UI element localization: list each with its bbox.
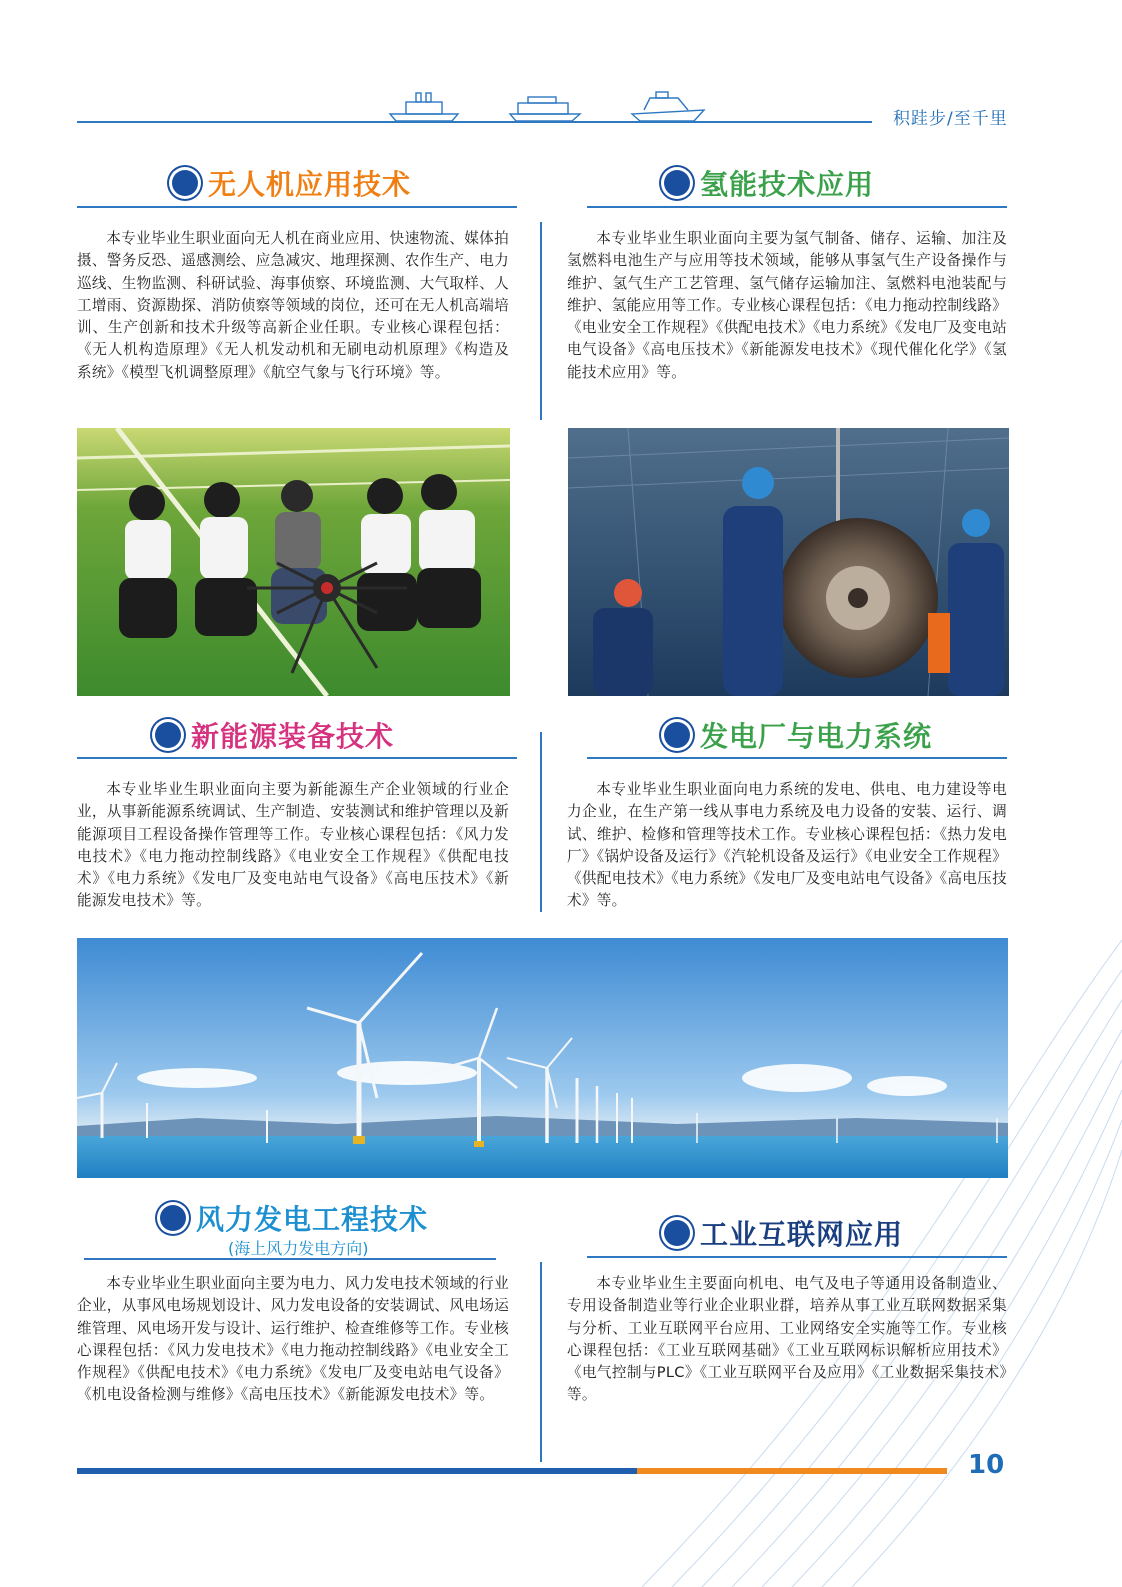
section-paragraph: 本专业毕业生职业面向无人机在商业应用、快速物流、媒体拍摄、警务反恐、遥感测绘、应急减灾、地理探测、农作生产、电力巡线、生物监测、科研试验、海事侦察、环境监测、大气取样、人工增雨、资源勘探、消防侦察等领域的岗位，还可在无人机高端培训、生产创新和技术升级等高新企业任职。专业核心课程包括：《无人机构造原理》《无人机发动机和无刷电动机原理》《构造及系统》《模型飞机调整原理》《航空气象与飞行环境》等。 bbox=[77, 230, 509, 381]
section-title: 无人机应用技术 bbox=[208, 168, 412, 201]
section-paragraph: 本专业毕业生职业面向主要为氢气制备、储存、运输、加注及氢燃料电池生产与应用等技术领域，能够从事氢气生产设备操作与维护、氢气生产工艺管理、氢气储存运输加注、氢燃料电池装配与维护、氢能应用等工作。专业核心课程包括：《电力拖动控制线路》《电业安全工作规程》《供配电技术》《电力系统》《发电厂及变电站电气设备》《高电压技术》《新能源发电技术》《现代催化化学》《氢能技术应用》等。 bbox=[567, 230, 1007, 381]
footer-bar-blue bbox=[77, 1468, 637, 1474]
section-heading-wind bbox=[160, 1198, 428, 1238]
ships-illustration bbox=[388, 88, 708, 124]
section-title: 风力发电工程技术 bbox=[196, 1203, 429, 1236]
section-heading-drone bbox=[172, 163, 411, 203]
hydrogen-workers-photo bbox=[568, 428, 1009, 696]
section-paragraph: 本专业毕业生职业面向主要为新能源生产企业领域的行业企业，从事新能源系统调试、生产制造、安装测试和维护管理以及新能源项目工程设备操作管理等工作。专业核心课程包括：《风力发电技术》《电力拖动控制线路》《电业安全工作规程》《供配电技术》《电力系统》《发电厂及变电站电气设备》《高电压技术》《新能源发电技术》等。 bbox=[77, 781, 509, 910]
heading-underline bbox=[587, 757, 1007, 759]
bullet-icon bbox=[155, 722, 181, 748]
section-body-power-plant bbox=[567, 779, 1007, 913]
section-heading-hydrogen bbox=[664, 163, 874, 203]
column-divider-bottom bbox=[540, 1262, 542, 1462]
section-title: 氢能技术应用 bbox=[700, 168, 875, 201]
header-slogan: 积跬步/至千里 bbox=[893, 109, 1008, 129]
section-title: 发电厂与电力系统 bbox=[700, 720, 933, 753]
heading-underline bbox=[587, 1256, 1007, 1258]
section-heading-iiot bbox=[664, 1213, 903, 1253]
bullet-icon bbox=[664, 170, 690, 196]
page-number: 10 bbox=[968, 1450, 1005, 1480]
bullet-icon bbox=[664, 722, 690, 748]
section-body-drone bbox=[77, 228, 509, 384]
drone-students-photo bbox=[77, 428, 510, 696]
column-divider-top bbox=[540, 222, 542, 420]
column-divider-middle bbox=[540, 732, 542, 912]
bullet-icon bbox=[664, 1220, 690, 1246]
bullet-icon bbox=[160, 1205, 186, 1231]
header-rule bbox=[77, 121, 872, 123]
footer-bar-orange bbox=[637, 1468, 947, 1474]
section-heading-new-energy bbox=[155, 715, 394, 755]
bullet-icon bbox=[172, 170, 198, 196]
section-body-hydrogen bbox=[567, 228, 1007, 384]
section-heading-power-plant bbox=[664, 715, 932, 755]
section-body-iiot bbox=[567, 1273, 1007, 1407]
section-body-new-energy bbox=[77, 779, 509, 913]
section-subtitle: (海上风力发电方向) bbox=[228, 1239, 369, 1258]
section-paragraph: 本专业毕业生职业面向主要为电力、风力发电技术领域的行业企业，从事风电场规划设计、风力发电设备的安装调试、风电场运维管理、风电场开发与设计、运行维护、检查维修等工作。专业核心课程包括：《风力发电技术》《电力拖动控制线路》《电业安全工作规程》《供配电技术》《电力系统》《发电厂及变电站电气设备》《机电设备检测与维修》《高电压技术》《新能源发电技术》等。 bbox=[77, 1275, 509, 1404]
heading-underline bbox=[587, 206, 1007, 208]
section-body-wind bbox=[77, 1273, 509, 1407]
section-title: 工业互联网应用 bbox=[700, 1218, 904, 1251]
heading-underline bbox=[77, 206, 517, 208]
section-paragraph: 本专业毕业生职业面向电力系统的发电、供电、电力建设等电力企业，在生产第一线从事电力系统及电力设备的安装、运行、调试、维护、检修和管理等技术工作。专业核心课程包括：《热力发电厂》《锅炉设备及运行》《汽轮机设备及运行》《电业安全工作规程》《供配电技术》《电力系统》《发电厂及变电站电气设备》《高电压技术》等。 bbox=[567, 781, 1007, 910]
heading-underline bbox=[77, 757, 517, 759]
offshore-wind-photo bbox=[77, 938, 1008, 1178]
section-paragraph: 本专业毕业生主要面向机电、电气及电子等通用设备制造业、专用设备制造业等行业企业职业群，培养从事工业互联网数据采集与分析、工业互联网平台应用、工业网络安全实施等工作。专业核心课程包括：《工业互联网基础》《工业互联网标识解析应用技术》《电气控制与PLC》《工业互联网平台及应用》《工业数据采集技术》等。 bbox=[567, 1275, 1007, 1404]
section-title: 新能源装备技术 bbox=[191, 720, 395, 753]
heading-underline bbox=[84, 1258, 496, 1260]
